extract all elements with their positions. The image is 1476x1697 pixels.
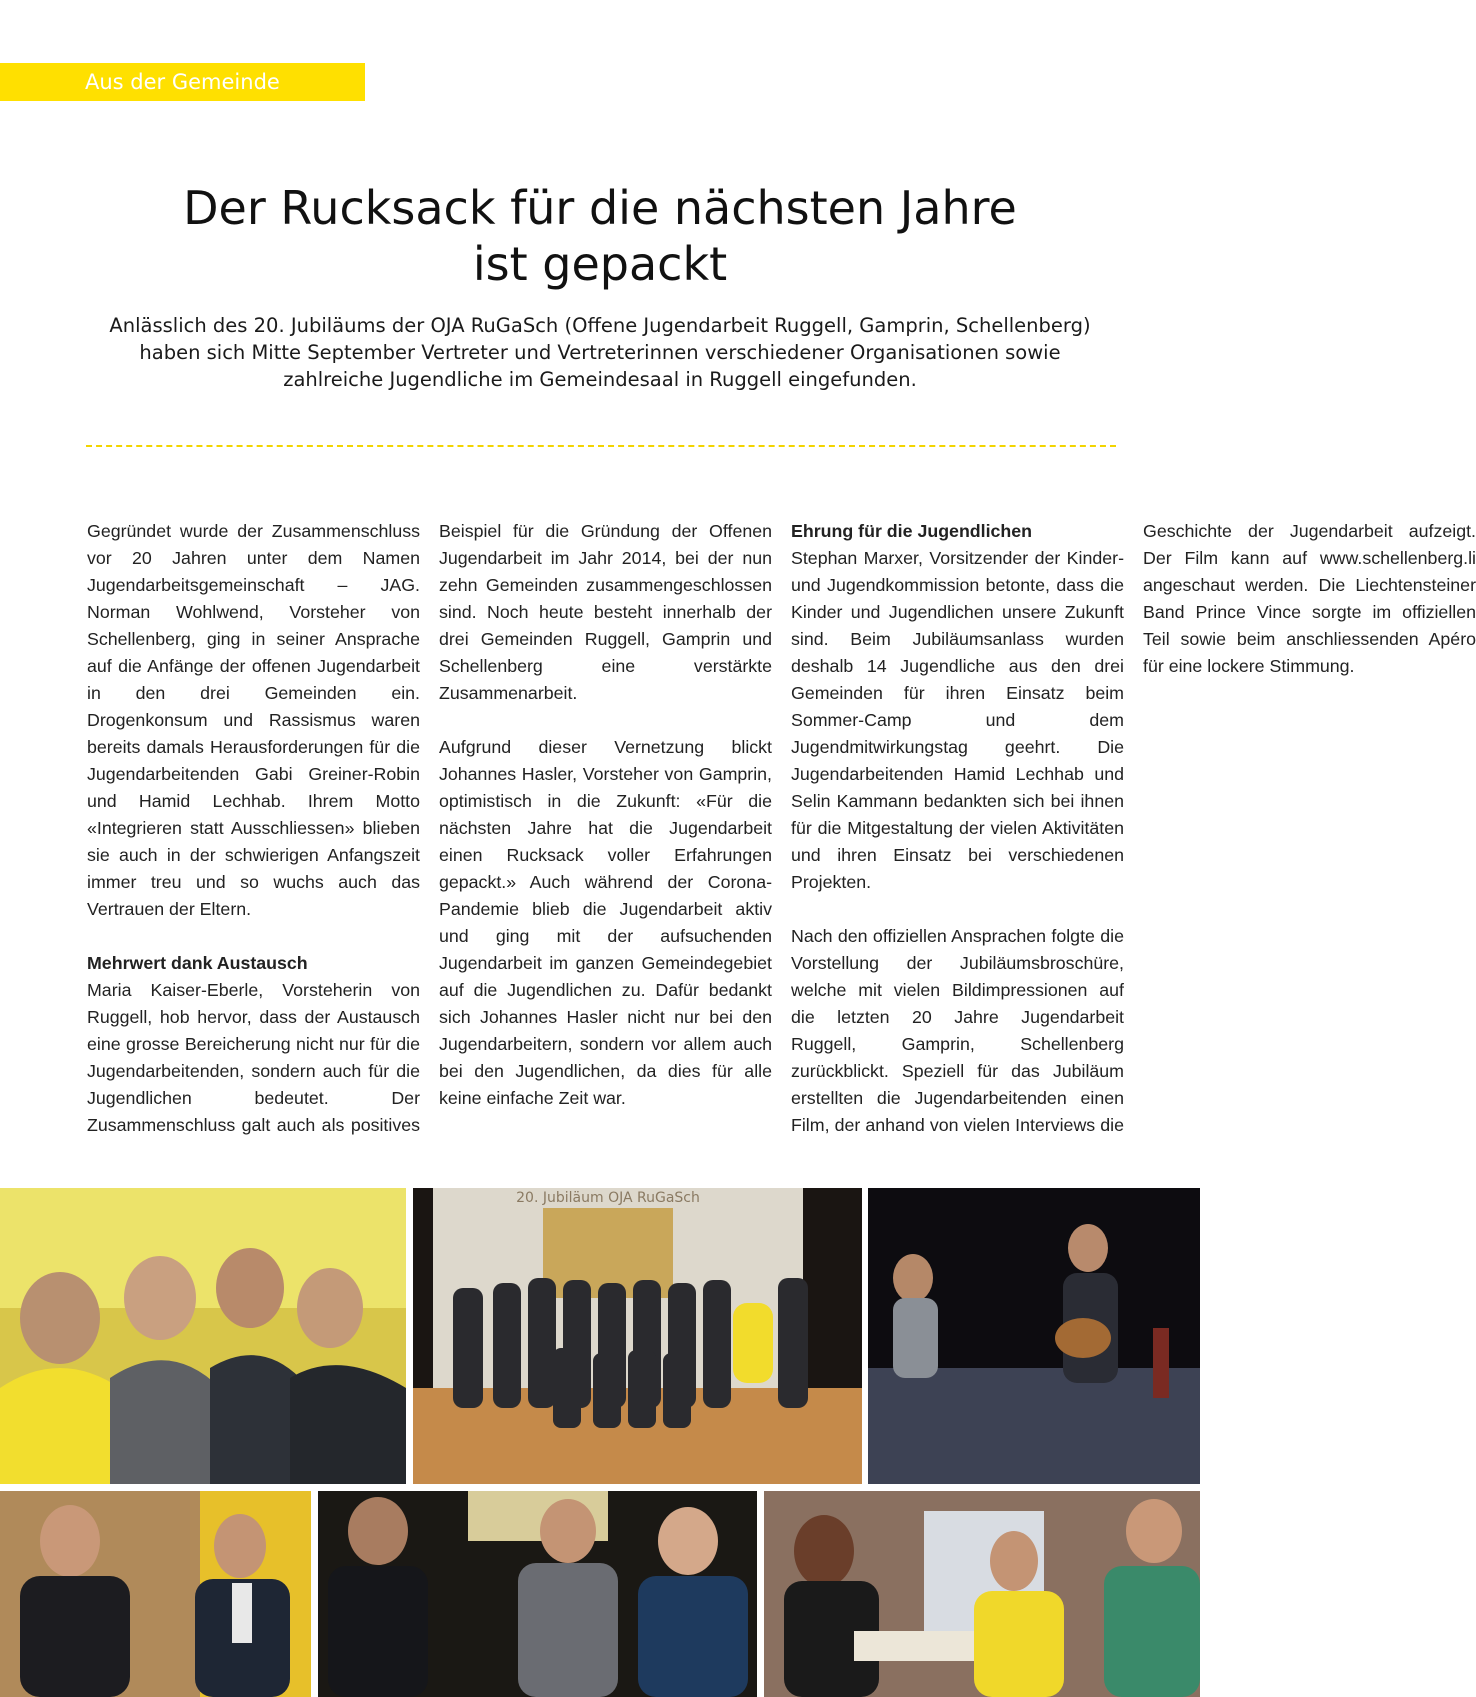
article-paragraph-1: Gegründet wurde der Zusammenschluss vor 20 Jahren unter dem Namen Jugendarbeitsgemeinschaft – JAG. Norman Wohlwend, Vorsteher von Schellenberg, ging in seiner Ansprache auf die Anfänge der offenen Jugendarbeit in den drei Gemeinden ein. Drogenkonsum und Rassismus waren bereits damals Herausforderungen für die Jugendarbeitenden Gabi Greiner-Robin und Hamid Lechhab. Ihrem Motto «Integrieren statt Ausschliessen» blieben sie auch in der schwierigen Anfangszeit immer treu und so wuchs auch das Vertrauen der Eltern. (87, 521, 420, 919)
photo-officials-conversation (318, 1491, 757, 1697)
title-line-1: Der Rucksack für die nächsten Jahre (183, 181, 1017, 235)
page-title (80, 180, 1120, 292)
photo-group-stage (413, 1188, 862, 1484)
stage-banner-text: 20. Jubiläum OJA RuGaSch (516, 1190, 700, 1206)
article-paragraph-2: Maria Kaiser-Eberle, Vorsteherin von Ruggell, hob hervor, dass der Austausch eine grosse Bereicherung nicht nur für die Jugendarbeitenden, sondern auch für die Jugendlichen bedeutet. Der Zusammenschluss galt auch als positives Beispiel für die Gründung der Offenen Jugendarbeit im Jahr 2014, bei der nun zehn Gemeinden zusammengeschlossen sind. Noch heute besteht innerhalb der drei Gemeinden Ruggell, Gamprin und Schellenberg eine verstärkte Zusammenarbeit. (87, 521, 772, 1135)
photo-certificate-handover (764, 1491, 1200, 1697)
article-subheading-2: Ehrung für die Jugendlichen (791, 521, 1033, 541)
article-body (87, 518, 1476, 1163)
article-paragraph-5: Nach den offiziellen Ansprachen folgte die Vorstellung der Jubiläumsbroschüre, welche mit vielen Bildimpressionen auf die letzten 20 Jahre Jugendarbeit Ruggell, Gamprin, Schellenberg zurückblickt. Speziell für das Jubiläum erstellten die Jugendarbeitenden einen Film, der anhand von vielen Interviews die Geschichte der Jugendarbeit aufzeigt. Der Film kann auf www.schellenberg.li angeschaut werden. Die Liechtensteiner Band Prince Vince sorgte im offiziellen Teil sowie beim anschliessenden Apéro für eine lockere Stimmung. (791, 521, 1476, 1135)
photo-two-men (0, 1491, 311, 1697)
article-paragraph-4: Stephan Marxer, Vorsitzender der Kinder- und Jugendkommission betonte, dass die Kinder und Jugendlichen unsere Zukunft sind. Beim Jubiläumsanlass wurden deshalb 14 Jugendliche aus den drei Gemeinden für ihren Einsatz beim Sommer-Camp und dem Jugendmitwirkungstag geehrt. Die Jugendarbeitenden Hamid Lechhab und Selin Kammann bedankten sich bei ihnen für die Mitgestaltung der vielen Aktivitäten und ihren Einsatz bei verschiedenen Projekten. (791, 548, 1124, 892)
article-paragraph-3: Aufgrund dieser Vernetzung blickt Johannes Hasler, Vorsteher von Gamprin, optimistisch in die Zukunft: «Für die nächsten Jahre hat die Jugendarbeit einen Rucksack voller Erfahrungen gepackt.» Auch während der Corona-Pandemie blieb die Jugendarbeit aktiv und ging mit der aufsuchenden Jugendarbeit im ganzen Gemeindegebiet auf die Jugendlichen zu. Dafür bedankt sich Johannes Hasler nicht nur bei den Jugendarbeitern, sondern vor allem auch bei den Jugendlichen, da dies für alle keine einfache Zeit war. (439, 737, 772, 1108)
article-subheading-1: Mehrwert dank Austausch (87, 953, 308, 973)
dashed-divider (86, 445, 1116, 447)
photo-audience-applauding (0, 1188, 406, 1484)
photo-band-performing (868, 1188, 1200, 1484)
lead-paragraph: Anlässlich des 20. Jubiläums der OJA RuGaSch (Offene Jugendarbeit Ruggell, Gamprin, Schellenberg) haben sich Mitte September Vertreter und Vertreterinnen verschiedener Organisationen sowie zahlreiche Jugendliche im Gemeindesaal in Ruggell eingefunden. (109, 314, 1091, 391)
title-line-2: ist gepackt (472, 237, 728, 291)
section-tag: Aus der Gemeinde (0, 63, 365, 101)
